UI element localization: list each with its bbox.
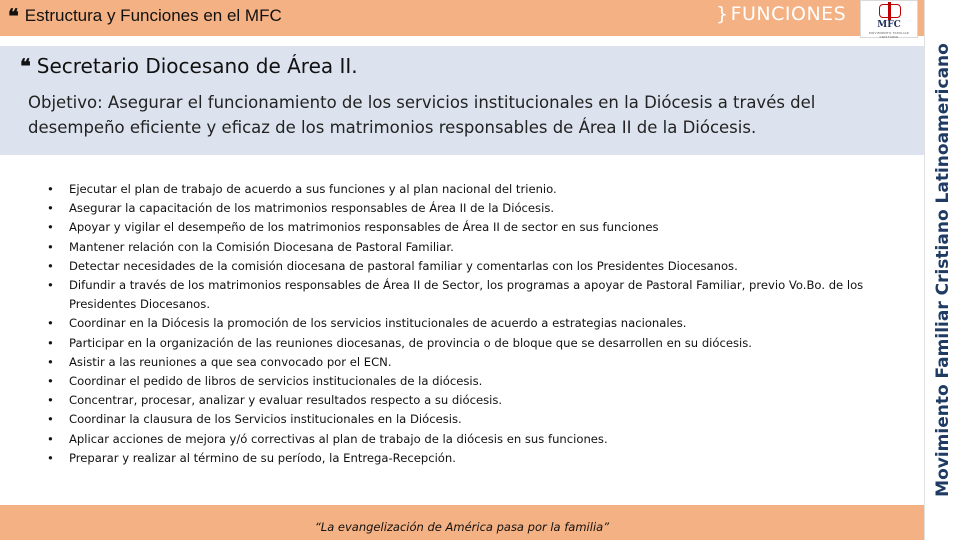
bullet-icon: • xyxy=(47,316,54,331)
footer-bar xyxy=(0,505,924,540)
bullet-icon: • xyxy=(47,335,54,350)
sidebar-organization-name: Movimiento Familiar Cristiano Latinoamericano xyxy=(933,43,953,497)
objective-panel xyxy=(0,46,924,155)
brace-icon: } xyxy=(716,3,729,25)
list-item-text: Mantener relación con la Comisión Diocesana de Pastoral Familiar. xyxy=(69,239,454,254)
list-item xyxy=(47,391,877,410)
list-item xyxy=(47,430,877,449)
list-item-text: Asegurar la capacitación de los matrimonios responsables de Área II de la Diócesis. xyxy=(69,201,555,216)
mfc-logo xyxy=(860,0,918,38)
list-item xyxy=(47,276,877,314)
objective-text: Objetivo: Asegurar el funcionamiento de los servicios institucionales en la Diócesis a través del desempeño eficiente y eficaz de los matrimonios responsables de Área II de la Diócesis. xyxy=(28,93,816,137)
vertical-sidebar xyxy=(924,0,960,540)
bullet-icon: • xyxy=(47,278,54,293)
section-label xyxy=(716,3,846,25)
list-item xyxy=(47,449,877,468)
list-item-text: Participar en la organización de las reuniones diocesanas, de provincia o de bloque que se desarrollen en su diócesis. xyxy=(69,335,752,350)
bullet-icon: • xyxy=(47,393,54,408)
list-item-text: Coordinar la clausura de los Servicios institucionales en la Diócesis. xyxy=(69,412,462,427)
list-item xyxy=(47,218,877,237)
list-item-text: Coordinar el pedido de libros de servicios institucionales de la diócesis. xyxy=(69,374,483,389)
list-item-text: Aplicar acciones de mejora y/ó correctivas al plan de trabajo de la diócesis en sus funciones. xyxy=(69,431,608,446)
logo-name: MFC xyxy=(877,20,901,30)
header-title-text: Estructura y Funciones en el MFC xyxy=(24,6,282,25)
list-item xyxy=(47,199,877,218)
list-item-text: Difundir a través de los matrimonios responsables de Área II de Sector, los programas a apoyar de Pastoral Familiar, previo Vo.Bo. de los Presidentes Diocesanos. xyxy=(69,278,864,312)
bullet-icon: • xyxy=(47,220,54,235)
top-header-bar xyxy=(0,0,924,36)
list-item xyxy=(47,180,877,199)
list-item-text: Asistir a las reuniones a que sea convocado por el ECN. xyxy=(69,354,392,369)
role-title xyxy=(20,54,358,78)
header-title xyxy=(8,6,282,26)
list-item-text: Apoyar y vigilar el desempeño de los matrimonios responsables de Área II de sector en sus funciones xyxy=(69,220,659,235)
list-item xyxy=(47,314,877,333)
list-item-text: Ejecutar el plan de trabajo de acuerdo a sus funciones y al plan nacional del trienio. xyxy=(69,182,557,196)
logo-subtitle: MOVIMIENTO FAMILIAR CRISTIANO xyxy=(869,31,909,39)
quote-mark-icon: ❝ xyxy=(8,4,19,28)
bullet-icon: • xyxy=(47,182,54,196)
bullet-icon: • xyxy=(47,239,54,254)
list-item-text: Preparar y realizar al término de su período, la Entrega-Recepción. xyxy=(69,450,456,465)
list-item-text: Coordinar en la Diócesis la promoción de los servicios institucionales de acuerdo a estrategias nacionales. xyxy=(69,316,687,331)
mfc-emblem-icon xyxy=(879,4,901,18)
bullet-icon: • xyxy=(47,431,54,446)
list-item xyxy=(47,257,877,276)
list-item xyxy=(47,353,877,372)
bullet-icon: • xyxy=(47,412,54,427)
list-item xyxy=(47,334,877,353)
list-item xyxy=(47,372,877,391)
bullet-icon: • xyxy=(47,450,54,465)
quote-mark-icon: ❝ xyxy=(20,54,31,78)
list-item-text: Detectar necesidades de la comisión diocesana de pastoral familiar y comentarlas con los Presidentes Diocesanos. xyxy=(69,258,738,273)
role-title-text: Secretario Diocesano de Área II. xyxy=(36,54,358,78)
list-item xyxy=(47,410,877,429)
section-label-text: FUNCIONES xyxy=(730,3,847,25)
bullet-icon: • xyxy=(47,201,54,216)
duties-list xyxy=(47,180,877,468)
footer-quote: “La evangelización de América pasa por la familia” xyxy=(314,520,610,534)
bullet-icon: • xyxy=(47,354,54,369)
list-item xyxy=(47,238,877,257)
bullet-icon: • xyxy=(47,258,54,273)
list-item-text: Concentrar, procesar, analizar y evaluar resultados respecto a su diócesis. xyxy=(69,393,503,408)
bullet-icon: • xyxy=(47,374,54,389)
